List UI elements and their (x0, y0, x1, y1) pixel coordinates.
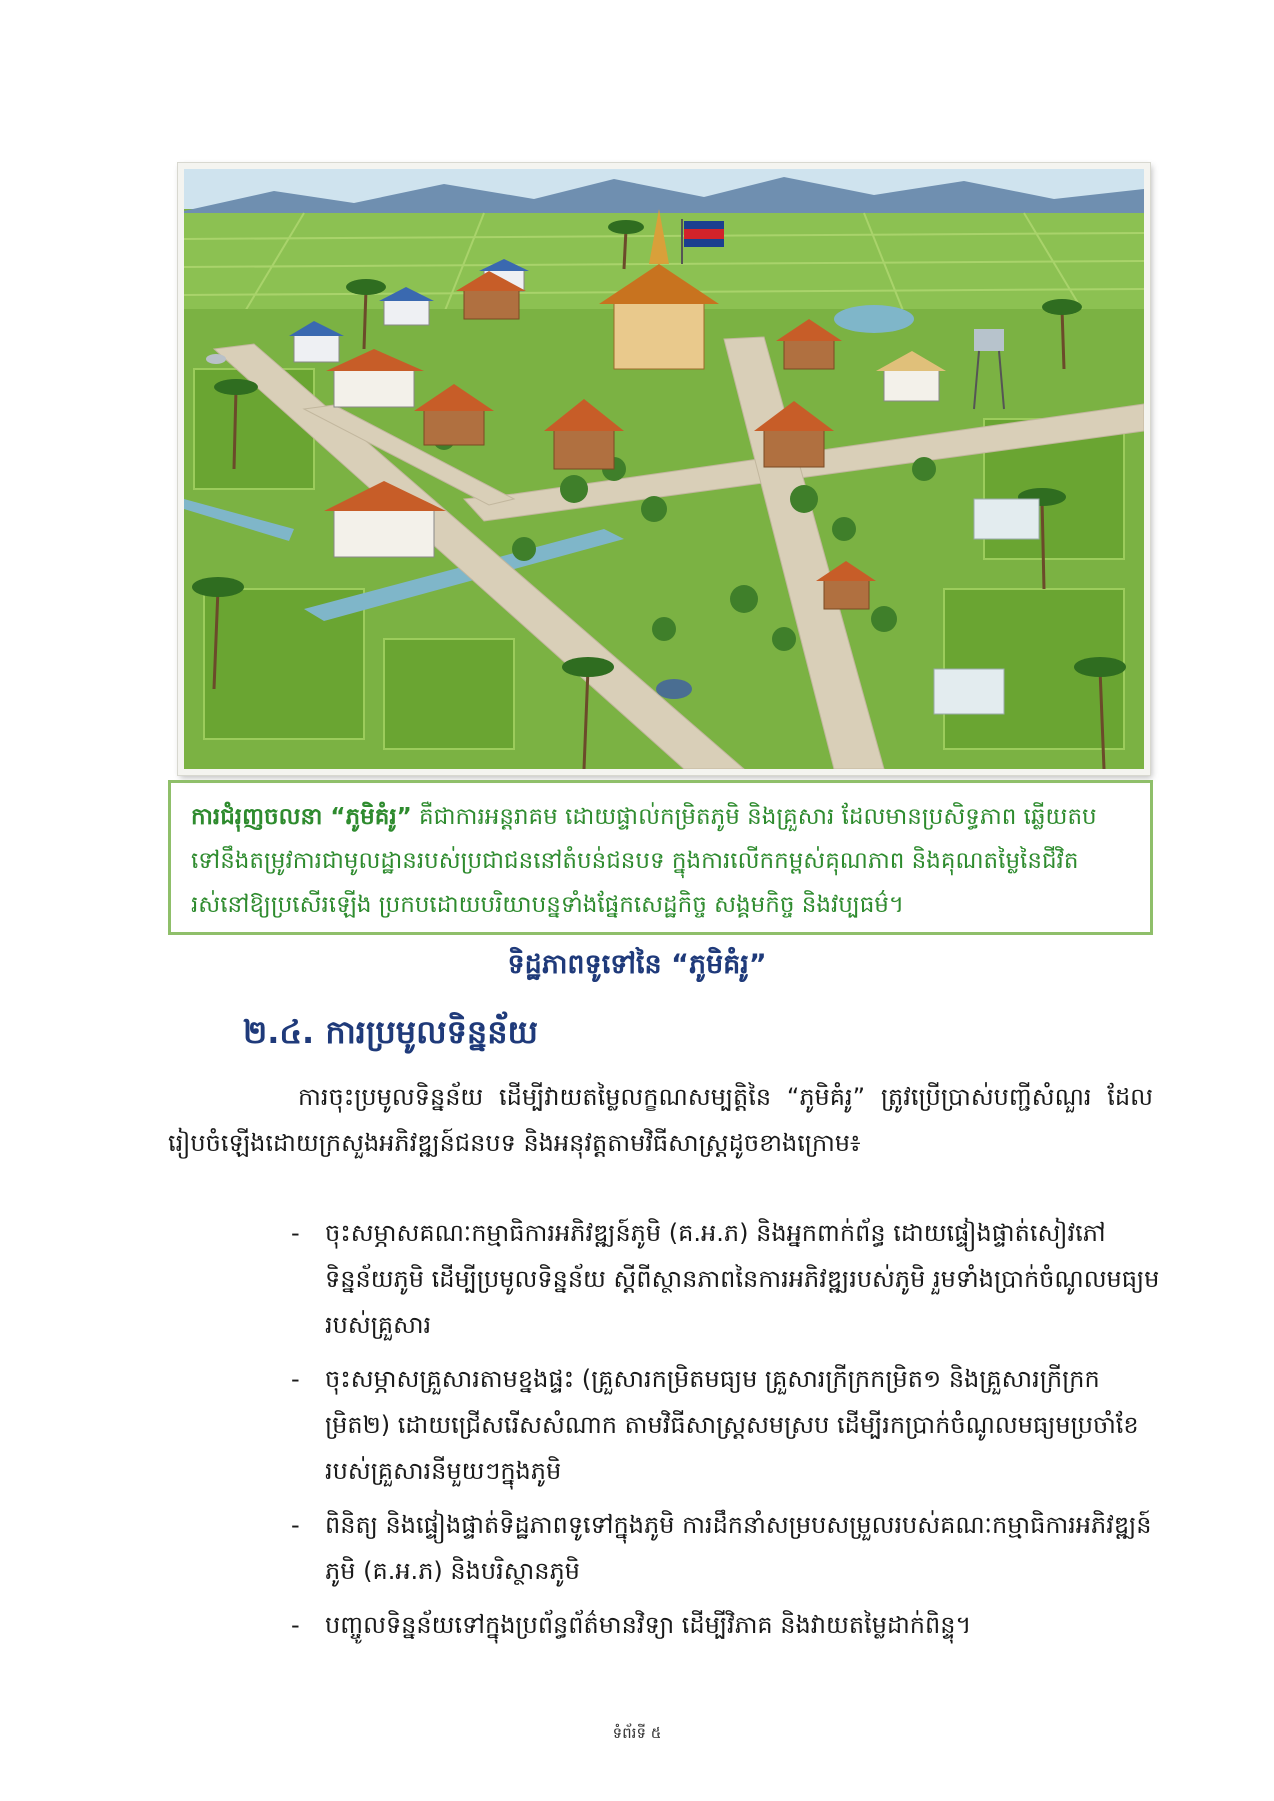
bullet-text: ចុះសម្ភាសគណៈកម្មាធិការអភិវឌ្ឍន៍ភូមិ (គ.អ.ភ) និងអ្នកពាក់ព័ន្ធ ដោយផ្ទៀងផ្ទាត់សៀវភៅទិន្នន័យភូមិ ដើម្បីប្រមូលទិន្នន័យ ស្តីពីស្ថានភាពនៃការអភិវឌ្ឍរបស់ភូមិ រួមទាំងប្រាក់ចំណូលមធ្យមរបស់គ្រួសារ (325, 1219, 1160, 1339)
bullet-marker: - (291, 1219, 300, 1247)
list-item (291, 1356, 1160, 1494)
caption-body: គឺជាការអន្តរាគម ដោយផ្ទាល់កម្រិតភូមិ និងគ្រួសារ ដែលមានប្រសិទ្ធភាព ឆ្លើយតបទៅនឹងតម្រូវការជាមូលដ្ឋានរបស់ប្រជាជននៅតំបន់ជនបទ ក្នុងការលើកកម្ពស់គុណភាព និងគុណតម្លៃនៃជីវិតរស់នៅឱ្យប្រសើរឡើង ប្រកបដោយបរិយាបន្នទាំងផ្នែកសេដ្ឋកិច្ច សង្គមកិច្ច និងវប្បធម៌។ (191, 804, 1097, 918)
section-heading: ២.៤. ការប្រមូលទិន្នន័យ (243, 1013, 538, 1051)
list-item (291, 1602, 1160, 1648)
caption-lead: ការជំរុញចលនា “ភូមិគំរូ” (191, 804, 412, 830)
village-scene (184, 169, 1144, 769)
model-village-illustration (178, 163, 1150, 775)
bullet-marker: - (291, 1365, 300, 1393)
section-intro-paragraph: ការចុះប្រមូលទិន្នន័យ ដើម្បីវាយតម្លៃលក្ខណសម្បត្តិនៃ “ភូមិគំរូ” ត្រូវប្រើប្រាស់បញ្ជីសំណួរ ដែលរៀបចំឡើងដោយក្រសួងអភិវឌ្ឍន៍ជនបទ និងអនុវត្តតាមវិធីសាស្ត្រដូចខាងក្រោម៖ (168, 1083, 1153, 1157)
list-item (291, 1502, 1160, 1594)
list-item (291, 1210, 1160, 1348)
figure-caption-box (168, 780, 1153, 935)
page-number: ទំព័រទី ៥ (612, 1724, 662, 1742)
figure-title: ទិដ្ឋភាពទូទៅនៃ “ភូមិគំរូ” (507, 949, 767, 980)
bullet-marker: - (291, 1611, 300, 1639)
bullet-text: ចុះសម្ភាសគ្រួសារតាមខ្នងផ្ទះ (គ្រួសារកម្រិតមធ្យម គ្រួសារក្រីក្រកម្រិត១ និងគ្រួសារក្រីក្រកម្រិត២) ដោយជ្រើសរើសសំណាក តាមវិធីសាស្ត្រសមស្រប ដើម្បីរកប្រាក់ចំណូលមធ្យមប្រចាំខែរបស់គ្រួសារនីមួយៗក្នុងភូមិ (325, 1365, 1139, 1485)
bullet-text: ពិនិត្យ និងផ្ទៀងផ្ទាត់ទិដ្ឋភាពទូទៅក្នុងភូមិ ការដឹកនាំសម្របសម្រួលរបស់គណៈកម្មាធិការអភិវឌ្ឍន៍ភូមិ (គ.អ.ភ) និងបរិស្ថានភូមិ (325, 1511, 1152, 1585)
bullet-text: បញ្ចូលទិន្នន័យទៅក្នុងប្រព័ន្ធព័ត៌មានវិទ្យា ដើម្បីវិភាគ និងវាយតម្លៃដាក់ពិន្ទុ។ (325, 1611, 972, 1639)
method-bullet-list (291, 1210, 1160, 1656)
bullet-marker: - (291, 1511, 300, 1539)
